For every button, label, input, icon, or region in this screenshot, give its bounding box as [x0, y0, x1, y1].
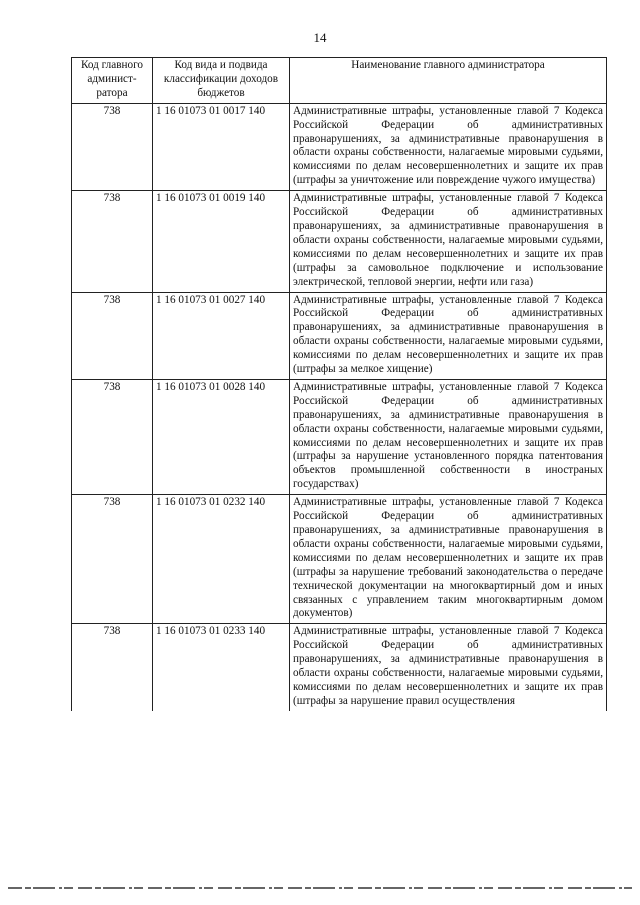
admin-code-cell: 738 — [72, 103, 153, 190]
classification-code-cell: 1 16 01073 01 0028 140 — [153, 379, 290, 494]
classification-code-cell: 1 16 01073 01 0017 140 — [153, 103, 290, 190]
admin-code-cell: 738 — [72, 191, 153, 292]
header-classification-code: Код вида и подвида классификации доходов бюджетов — [153, 58, 290, 104]
table-row — [72, 103, 607, 190]
scan-edge-artifact — [0, 885, 640, 891]
table-row — [72, 495, 607, 624]
table-header-row — [72, 58, 607, 104]
admin-code-cell: 738 — [72, 624, 153, 711]
header-admin-name: Наименование главного администратора — [290, 58, 607, 104]
admin-code-cell: 738 — [72, 379, 153, 494]
header-admin-code: Код главного админист-ратора — [72, 58, 153, 104]
table-row — [72, 191, 607, 292]
admin-name-cell: Административные штрафы, установленные главой 7 Кодекса Российской Федерации об административных правонарушениях, за административные правонарушения в области охраны собственности, налагаемые мировыми судьями, комиссиями по делам несовершеннолетних и защите их прав (штрафы за самовольное подключение и использование электрической, тепловой энергии, нефти или газа) — [290, 191, 607, 292]
admin-code-cell: 738 — [72, 292, 153, 379]
classification-code-cell: 1 16 01073 01 0233 140 — [153, 624, 290, 711]
admin-code-cell: 738 — [72, 495, 153, 624]
page-number: 14 — [313, 30, 327, 45]
admin-name-cell: Административные штрафы, установленные главой 7 Кодекса Российской Федерации об административных правонарушениях, за административные правонарушения в области охраны собственности, налагаемые мировыми судьями, комиссиями по делам несовершеннолетних и защите их прав (штрафы за мелкое хищение) — [290, 292, 607, 379]
classification-code-cell: 1 16 01073 01 0019 140 — [153, 191, 290, 292]
table-row — [72, 292, 607, 379]
admin-name-cell: Административные штрафы, установленные главой 7 Кодекса Российской Федерации об административных правонарушениях, за административные правонарушения в области охраны собственности, налагаемые мировыми судьями, комиссиями по делам несовершеннолетних и защите их прав (штрафы за уничтожение или повреждение чужого имущества) — [290, 103, 607, 190]
admin-name-cell: Административные штрафы, установленные главой 7 Кодекса Российской Федерации об административных правонарушениях, за административные правонарушения в области охраны собственности, налагаемые мировыми судьями, комиссиями по делам несовершеннолетних и защите их прав (штрафы за нарушение правил осуществления — [290, 624, 607, 711]
table-row — [72, 624, 607, 711]
classification-code-cell: 1 16 01073 01 0027 140 — [153, 292, 290, 379]
admin-name-cell: Административные штрафы, установленные главой 7 Кодекса Российской Федерации об административных правонарушениях, за административные правонарушения в области охраны собственности, налагаемые мировыми судьями, комиссиями по делам несовершеннолетних и защите их прав (штрафы за нарушение требований законодательства о передаче технической документации на многоквартирный дом и иных связанных с управлением таким многоквартирным домом документов) — [290, 495, 607, 624]
classification-code-cell: 1 16 01073 01 0232 140 — [153, 495, 290, 624]
admin-name-cell: Административные штрафы, установленные главой 7 Кодекса Российской Федерации об административных правонарушениях, за административные правонарушения в области охраны собственности, налагаемые мировыми судьями, комиссиями по делам несовершеннолетних и защите их прав (штрафы за нарушение установленного порядка патентования объектов промышленной собственности в иностраных государствах) — [290, 379, 607, 494]
revenue-classification-table — [71, 57, 607, 711]
table-row — [72, 379, 607, 494]
